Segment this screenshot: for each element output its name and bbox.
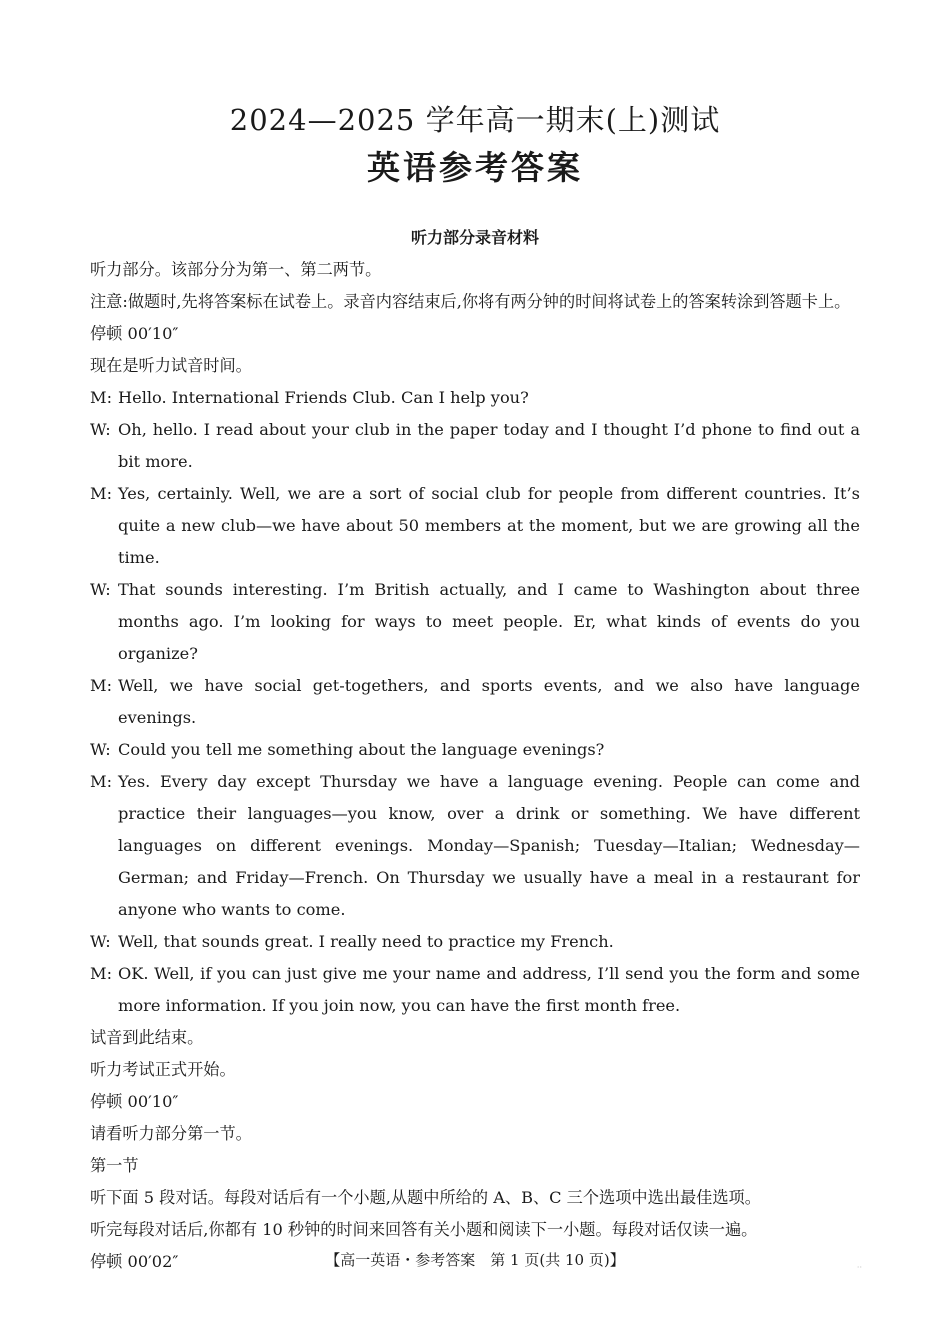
corner-mark: ··: [856, 1263, 862, 1272]
pause-line: 停顿 00′02″: [90, 1252, 179, 1271]
dialogue-text: That sounds interesting. I’m British actually, and I came to Washington about three months ago. I’m looking for ways to meet people. Er, what kinds of events do you organize?: [118, 580, 860, 663]
exam-start-line: 听力考试正式开始。: [90, 1060, 236, 1079]
speaker-label: W:: [90, 932, 111, 951]
pause-line: 停顿 00′10″: [90, 1092, 179, 1111]
dialogue-line: [90, 766, 860, 926]
instruction-line: 听完每段对话后,你都有 10 秒钟的时间来回答有关小题和阅读下一小题。每段对话仅读一遍。: [90, 1220, 758, 1239]
transcript-body: [90, 254, 860, 1278]
dialogue-line: [90, 414, 860, 478]
dialogue-line: [90, 670, 860, 734]
dialogue-text: Yes, certainly. Well, we are a sort of social club for people from different countries. It’s quite a new club—we have about 50 members at the moment, but we are growing all the time.: [118, 484, 860, 567]
look-section-line: 请看听力部分第一节。: [90, 1124, 252, 1143]
speaker-label: M:: [90, 772, 113, 791]
speaker-label: M:: [90, 388, 113, 407]
speaker-label: M:: [90, 484, 113, 503]
speaker-label: W:: [90, 580, 111, 599]
speaker-label: W:: [90, 740, 111, 759]
notice-paragraph: 注意:做题时,先将答案标在试卷上。录音内容结束后,你将有两分钟的时间将试卷上的答案转涂到答题卡上。: [90, 292, 851, 311]
trial-end-line: 试音到此结束。: [90, 1028, 204, 1047]
instruction-line: 听下面 5 段对话。每段对话后有一个小题,从题中所给的 A、B、C 三个选项中选出最佳选项。: [90, 1188, 761, 1207]
dialogue-line: [90, 926, 860, 958]
page-footer: 【高一英语・参考答案 第 1 页(共 10 页)】: [325, 1251, 625, 1269]
pause-line: 停顿 00′10″: [90, 324, 179, 343]
section-label: 第一节: [90, 1156, 139, 1175]
trial-start-line: 现在是听力试音时间。: [90, 356, 252, 375]
dialogue-line: [90, 734, 860, 766]
dialogue-text: Well, that sounds great. I really need to practice my French.: [118, 932, 614, 951]
dialogue-text: Could you tell me something about the language evenings?: [118, 740, 605, 759]
dialogue-line: [90, 958, 860, 1022]
dialogue: [90, 382, 860, 1022]
dialogue-line: [90, 478, 860, 574]
speaker-label: M:: [90, 676, 113, 695]
answer-key-title: 英语参考答案: [367, 148, 583, 187]
speaker-label: W:: [90, 420, 111, 439]
dialogue-text: Hello. International Friends Club. Can I help you?: [118, 388, 529, 407]
dialogue-line: [90, 382, 860, 414]
dialogue-text: Oh, hello. I read about your club in the paper today and I thought I’d phone to find out a bit more.: [118, 420, 860, 471]
dialogue-text: Well, we have social get-togethers, and sports events, and we also have language evenings.: [118, 676, 860, 727]
dialogue-text: Yes. Every day except Thursday we have a language evening. People can come and practice their languages—you know, over a drink or something. We have different languages on different evenings. Monday—Spanish; Tuesday—Italian; Wednesday—German; and Friday—French. On Thursday we usually have a meal in a restaurant for anyone who wants to come.: [118, 772, 860, 919]
dialogue-line: [90, 574, 860, 670]
intro-line: 听力部分。该部分分为第一、第二两节。: [90, 260, 382, 279]
speaker-label: M:: [90, 964, 113, 983]
section-heading: 听力部分录音材料: [410, 228, 539, 247]
exam-title: 2024—2025 学年高一期末(上)测试: [229, 103, 721, 137]
dialogue-text: OK. Well, if you can just give me your name and address, I’ll send you the form and some more information. If you join now, you can have the first month free.: [118, 964, 860, 1015]
